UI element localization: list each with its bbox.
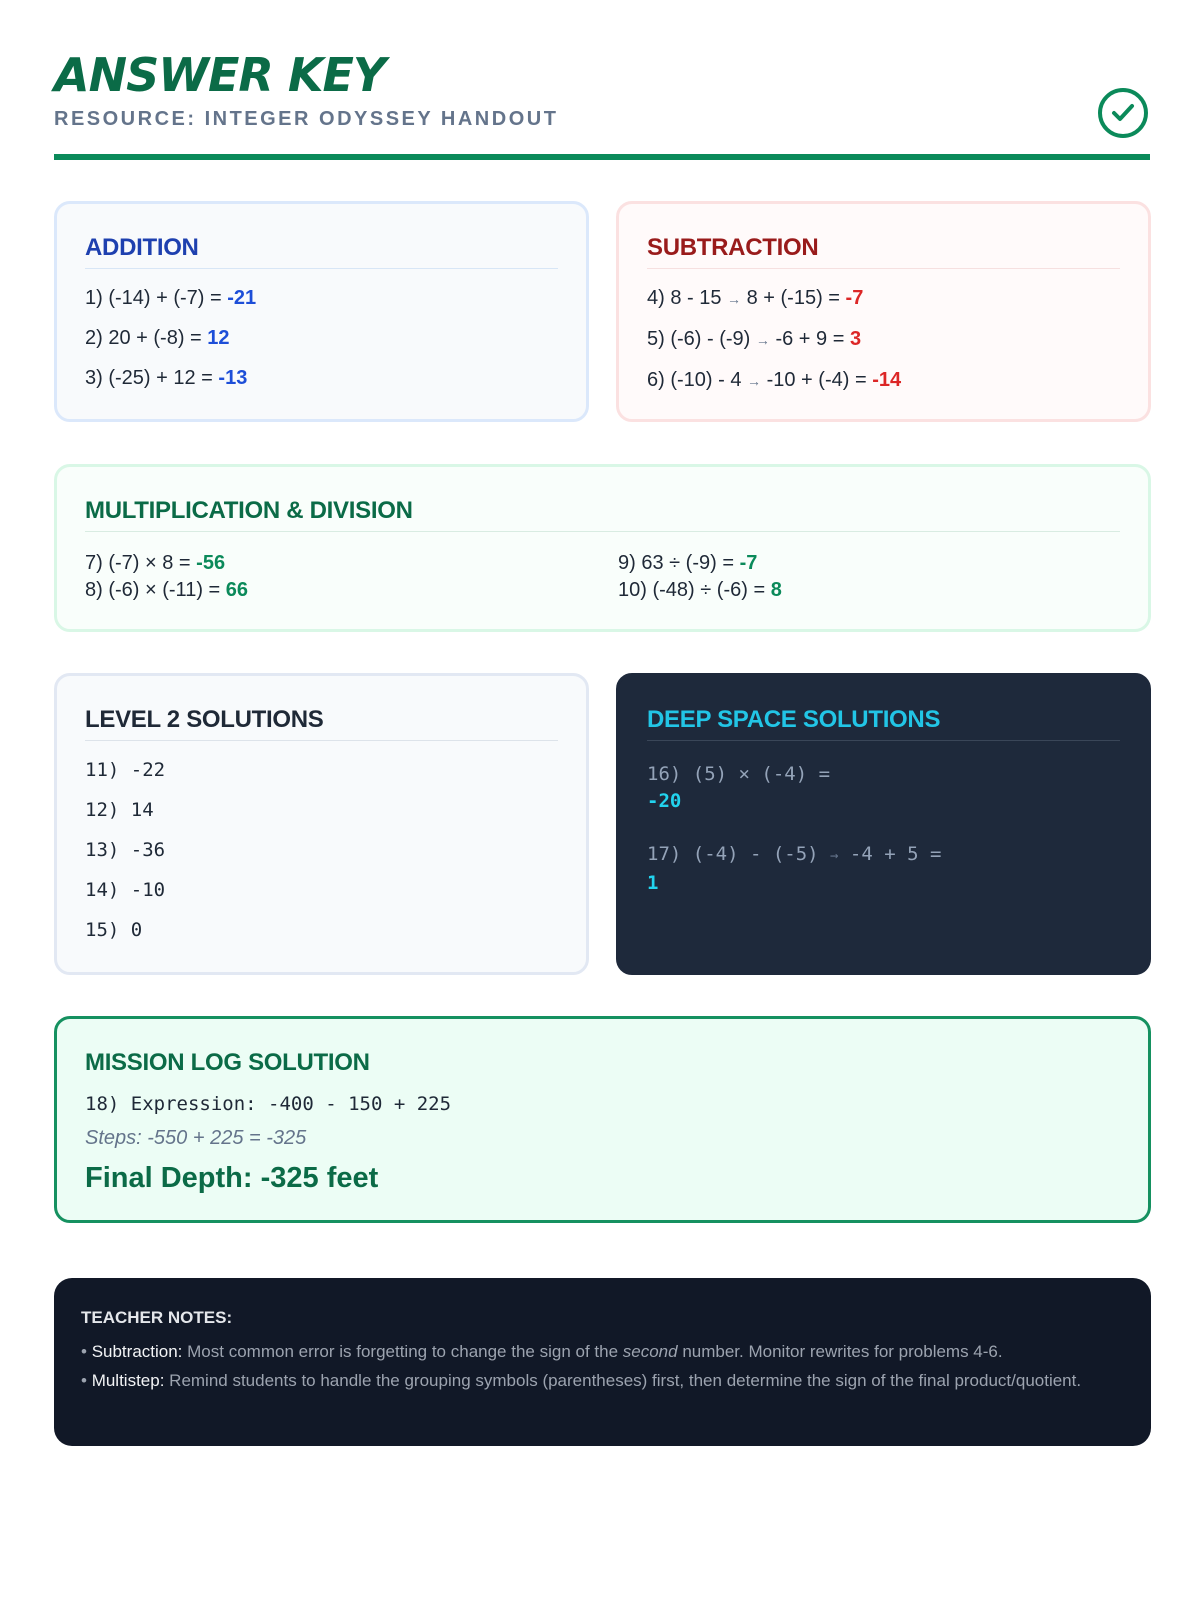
mission-title: MISSION LOG SOLUTION <box>85 1049 370 1076</box>
note-label: Multistep: <box>91 1371 165 1390</box>
list-item: 12) 14 <box>85 799 154 821</box>
page-title: ANSWER KEY <box>54 48 386 102</box>
answer-value: -56 <box>196 552 226 574</box>
note-label: Subtraction: <box>91 1342 183 1361</box>
page-subtitle: RESOURCE: INTEGER ODYSSEY HANDOUT <box>54 108 559 130</box>
arrow-icon: → <box>727 291 742 307</box>
deep-space-title: DEEP SPACE SOLUTIONS <box>647 706 1120 741</box>
problem-text: 16) (5) × (-4) = <box>647 763 831 785</box>
rewrite-text: -6 + 9 = <box>769 328 850 350</box>
answer-line <box>85 577 618 604</box>
problem-text: 10) (-48) ÷ (-6) = <box>618 579 771 601</box>
problem-text: 9) 63 ÷ (-9) = <box>618 552 740 574</box>
level2-card <box>54 673 589 975</box>
notes-title: TEACHER NOTES: <box>81 1308 233 1327</box>
list-item: 14) -10 <box>85 879 166 901</box>
mission-expression: 18) Expression: -400 - 150 + 225 <box>85 1093 452 1115</box>
answer-line <box>647 328 1120 351</box>
level2-title: LEVEL 2 SOLUTIONS <box>85 706 558 741</box>
note-item: • Subtraction: Most common error is forgetting to change the sign of the second number. Monitor rewrites for problems 4-6. <box>81 1342 1003 1361</box>
answer-line <box>85 550 618 577</box>
answer-value: -14 <box>872 369 902 391</box>
addition-title: ADDITION <box>85 234 558 269</box>
page-header <box>54 48 1150 160</box>
arrow-icon: → <box>755 332 770 348</box>
check-circle-icon <box>1098 88 1148 138</box>
arrow-icon: → <box>747 373 762 389</box>
answer-value: 12 <box>207 327 230 349</box>
deep-space-card <box>616 673 1151 975</box>
answer-line <box>618 550 1151 577</box>
problem-text: 4) 8 - 15 <box>647 287 728 309</box>
note-item: • Multistep: Remind students to handle the grouping symbols (parentheses) first, then determine the sign of the final product/quotient. <box>81 1371 1082 1390</box>
answer-line <box>647 369 1120 392</box>
problem-text: 6) (-10) - 4 <box>647 369 748 391</box>
problem-text: 1) (-14) + (-7) = <box>85 287 228 309</box>
list-item: 11) -22 <box>85 759 166 781</box>
answer-value: 3 <box>849 328 862 350</box>
answer-value: 8 <box>770 579 782 601</box>
rewrite-text: 8 + (-15) = <box>741 287 846 309</box>
answer-line <box>618 577 1151 604</box>
multdiv-title: MULTIPLICATION & DIVISION <box>85 497 1120 532</box>
teacher-notes <box>54 1278 1151 1446</box>
mission-steps: Steps: -550 + 225 = -325 <box>85 1127 307 1149</box>
answer-value: -13 <box>218 367 248 389</box>
subtraction-title: SUBTRACTION <box>647 234 1120 269</box>
problem-text: 2) 20 + (-8) = <box>85 327 208 349</box>
header-divider <box>54 154 1150 160</box>
list-item: 13) -36 <box>85 839 166 861</box>
answer-value: 66 <box>225 579 249 601</box>
problem-text: 8) (-6) × (-11) = <box>85 579 226 601</box>
answer-value: -7 <box>739 552 758 574</box>
multiplication-division-card <box>54 464 1151 632</box>
subtraction-card <box>616 201 1151 422</box>
mission-log-card <box>54 1016 1151 1223</box>
answer-value: -7 <box>845 287 864 309</box>
answer-line <box>85 327 558 349</box>
problem-text: 5) (-6) - (-9) <box>647 328 756 350</box>
problem-text: 7) (-7) × 8 = <box>85 552 197 574</box>
addition-card <box>54 201 589 422</box>
mission-final-answer: Final Depth: -325 feet <box>85 1162 379 1194</box>
answer-line <box>85 367 558 389</box>
arrow-icon: → <box>830 848 839 864</box>
list-item: 15) 0 <box>85 919 143 941</box>
answer-line <box>85 287 558 309</box>
problem-text: 3) (-25) + 12 = <box>85 367 219 389</box>
multdiv-grid <box>85 550 1120 604</box>
rewrite-text: -10 + (-4) = <box>761 369 873 391</box>
answer-value: 1 <box>647 872 659 894</box>
answer-value: -21 <box>227 287 257 309</box>
problem-text: 17) (-4) - (-5) → -4 + 5 = <box>647 843 942 865</box>
answer-line <box>647 287 1120 310</box>
answer-value: -20 <box>647 790 682 812</box>
